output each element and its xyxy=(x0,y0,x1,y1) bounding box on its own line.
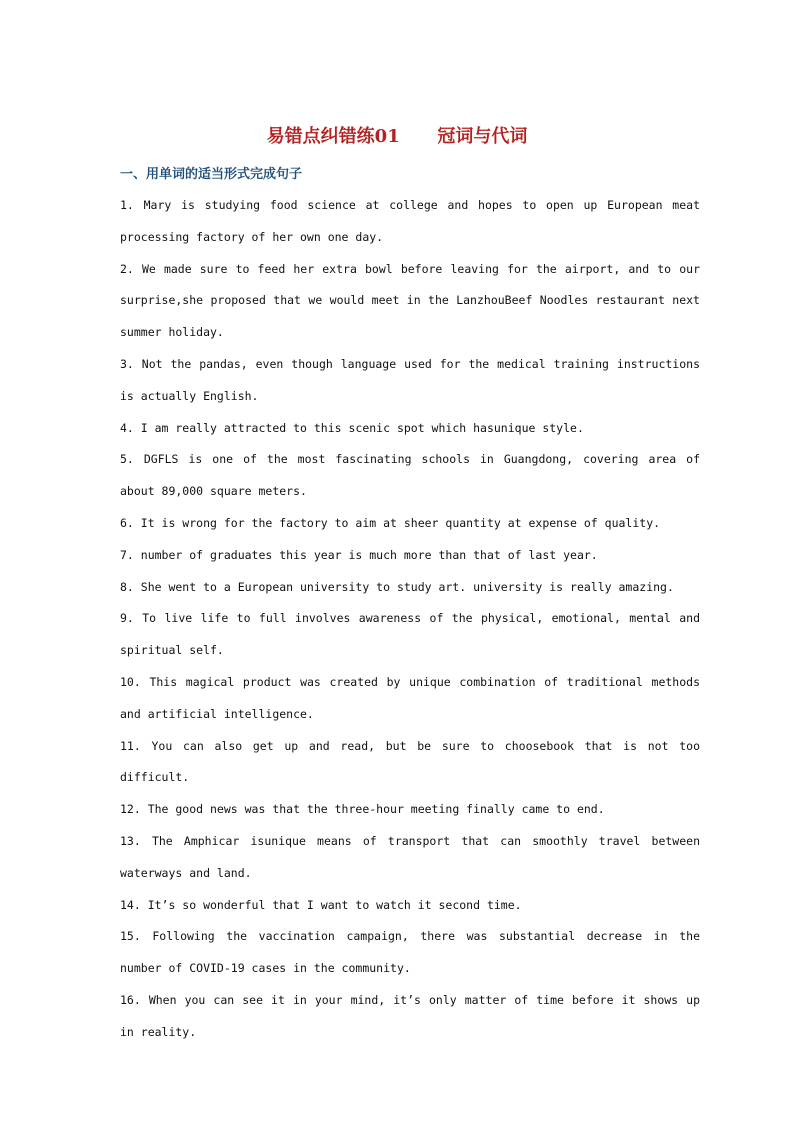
question-item: 10. This magical product was created by unique combination of traditional methods and artificial intelligence. xyxy=(120,674,700,721)
question-item: 4. I am really attracted to this scenic spot which hasunique style. xyxy=(120,420,584,435)
question-item: 14. It’s so wonderful that I want to watch it second time. xyxy=(120,897,522,912)
question-item: 15. Following the vaccination campaign, there was substantial decrease in the number of COVID-19 cases in the community. xyxy=(120,929,700,976)
question-item: 3. Not the pandas, even though language used for the medical training instructions is actually English. xyxy=(120,356,700,403)
document-title: 易错点纠错练01 冠词与代词 xyxy=(266,126,528,147)
question-item: 7. number of graduates this year is much more than that of last year. xyxy=(120,547,598,562)
question-item: 12. The good news was that the three-hour meeting finally came to end. xyxy=(120,802,605,817)
question-item: 11. You can also get up and read, but be sure to choosebook that is not too difficult. xyxy=(120,738,700,785)
question-item: 13. The Amphicar isunique means of transport that can smoothly travel between waterways and land. xyxy=(120,833,700,880)
question-item: 2. We made sure to feed her extra bowl before leaving for the airport, and to our surprise,she proposed that we would meet in the LanzhouBeef Noodles restaurant next summer holiday. xyxy=(120,261,700,340)
question-item: 1. Mary is studying food science at college and hopes to open up European meat processing factory of her own one day. xyxy=(120,198,700,244)
question-item: 9. To live life to full involves awareness of the physical, emotional, mental and spiritual self. xyxy=(120,611,700,658)
question-item: 6. It is wrong for the factory to aim at sheer quantity at expense of quality. xyxy=(120,515,661,530)
question-list xyxy=(120,190,700,1049)
section-heading: 一、用单词的适当形式完成句子 xyxy=(120,167,303,182)
question-item: 8. She went to a European university to study art. university is really amazing. xyxy=(120,579,674,594)
question-item: 16. When you can see it in your mind, it’s only matter of time before it shows up in reality. xyxy=(120,992,700,1039)
question-item: 5. DGFLS is one of the most fascinating schools in Guangdong, covering area of about 89,000 square meters. xyxy=(120,452,700,499)
